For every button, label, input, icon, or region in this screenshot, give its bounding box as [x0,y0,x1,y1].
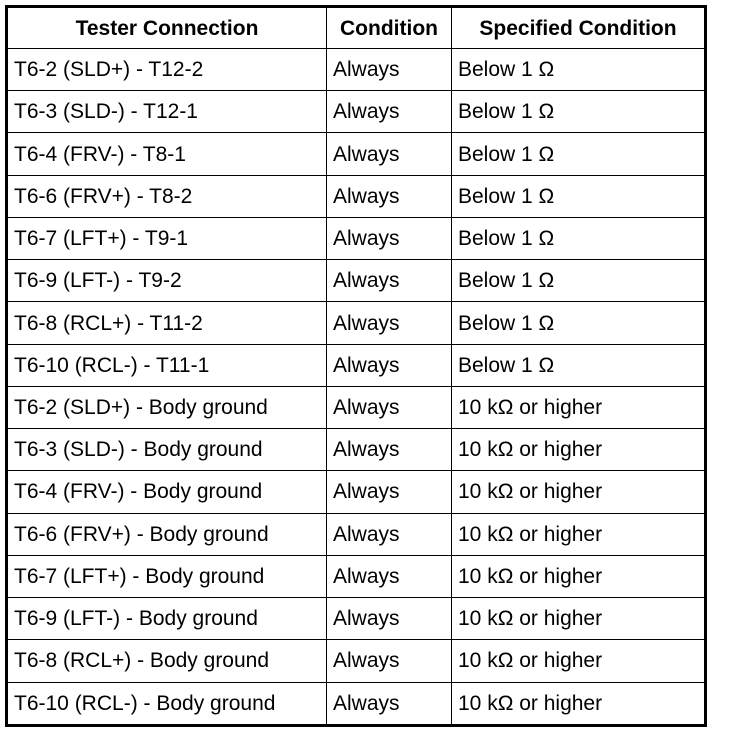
cell-specified-condition: Below 1 Ω [452,302,706,344]
table-row [7,260,706,302]
table-row [7,598,706,640]
cell-tester-connection: T6-8 (RCL+) - Body ground [7,640,327,682]
table-row [7,513,706,555]
cell-specified-condition: Below 1 Ω [452,260,706,302]
cell-tester-connection: T6-9 (LFT-) - Body ground [7,598,327,640]
cell-condition: Always [327,91,452,133]
cell-tester-connection: T6-6 (FRV+) - T8-2 [7,175,327,217]
cell-condition: Always [327,471,452,513]
header-tester-connection: Tester Connection [7,7,327,49]
cell-specified-condition: Below 1 Ω [452,344,706,386]
table-row [7,344,706,386]
cell-tester-connection: T6-7 (LFT+) - Body ground [7,555,327,597]
cell-specified-condition: Below 1 Ω [452,133,706,175]
tester-connection-table [5,5,707,727]
cell-tester-connection: T6-2 (SLD+) - Body ground [7,386,327,428]
cell-specified-condition: 10 kΩ or higher [452,429,706,471]
cell-tester-connection: T6-9 (LFT-) - T9-2 [7,260,327,302]
cell-condition: Always [327,260,452,302]
cell-condition: Always [327,133,452,175]
cell-tester-connection: T6-3 (SLD-) - Body ground [7,429,327,471]
cell-tester-connection: T6-7 (LFT+) - T9-1 [7,217,327,259]
cell-specified-condition: 10 kΩ or higher [452,471,706,513]
cell-specified-condition: Below 1 Ω [452,49,706,91]
cell-condition: Always [327,175,452,217]
cell-tester-connection: T6-10 (RCL-) - Body ground [7,682,327,725]
cell-tester-connection: T6-8 (RCL+) - T11-2 [7,302,327,344]
cell-condition: Always [327,682,452,725]
cell-condition: Always [327,640,452,682]
cell-condition: Always [327,513,452,555]
table-row [7,175,706,217]
table-header-row [7,7,706,49]
table-body [7,49,706,726]
table-row [7,682,706,725]
cell-condition: Always [327,386,452,428]
cell-tester-connection: T6-3 (SLD-) - T12-1 [7,91,327,133]
cell-specified-condition: 10 kΩ or higher [452,640,706,682]
cell-condition: Always [327,49,452,91]
cell-condition: Always [327,217,452,259]
cell-condition: Always [327,302,452,344]
table-row [7,217,706,259]
cell-condition: Always [327,429,452,471]
cell-specified-condition: Below 1 Ω [452,217,706,259]
cell-tester-connection: T6-2 (SLD+) - T12-2 [7,49,327,91]
table-row [7,386,706,428]
cell-condition: Always [327,344,452,386]
cell-tester-connection: T6-10 (RCL-) - T11-1 [7,344,327,386]
cell-specified-condition: Below 1 Ω [452,91,706,133]
header-specified-condition: Specified Condition [452,7,706,49]
cell-specified-condition: 10 kΩ or higher [452,513,706,555]
table-row [7,555,706,597]
cell-tester-connection: T6-4 (FRV-) - T8-1 [7,133,327,175]
header-condition: Condition [327,7,452,49]
cell-specified-condition: 10 kΩ or higher [452,598,706,640]
table-row [7,49,706,91]
cell-specified-condition: 10 kΩ or higher [452,386,706,428]
table-row [7,429,706,471]
table-row [7,471,706,513]
cell-tester-connection: T6-6 (FRV+) - Body ground [7,513,327,555]
cell-specified-condition: 10 kΩ or higher [452,555,706,597]
cell-specified-condition: 10 kΩ or higher [452,682,706,725]
cell-tester-connection: T6-4 (FRV-) - Body ground [7,471,327,513]
table-row [7,302,706,344]
table-row [7,640,706,682]
cell-condition: Always [327,598,452,640]
table-row [7,91,706,133]
table-row [7,133,706,175]
cell-condition: Always [327,555,452,597]
cell-specified-condition: Below 1 Ω [452,175,706,217]
